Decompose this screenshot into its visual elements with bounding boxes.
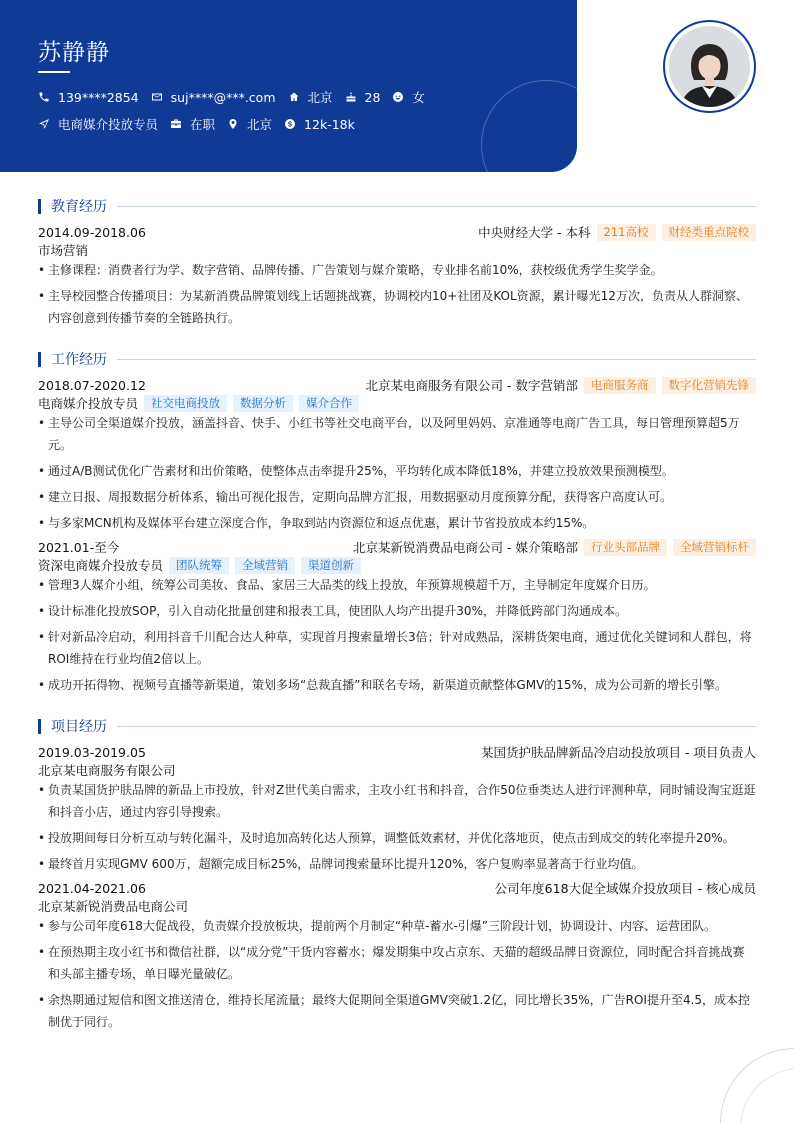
- section-divider: [117, 359, 756, 360]
- status-item: [170, 115, 215, 133]
- section-heading: 教育经历: [51, 199, 107, 215]
- project-title: 某国货护肤品牌新品冷启动投放项目 - 项目负责人: [481, 745, 756, 760]
- mail-icon: [151, 91, 163, 103]
- phone-icon: [38, 91, 50, 103]
- project-period: 2019.03-2019.05: [38, 744, 146, 760]
- work-company: 北京某电商服务有限公司 - 数字营销部: [365, 378, 578, 393]
- section-marker: [38, 719, 41, 734]
- work-period: 2021.01-至今: [38, 540, 120, 555]
- project-bullets: [38, 779, 756, 879]
- list-item: • 最终首月实现GMV 600万，超额完成目标25%，品牌词搜索量环比提升120%，客户复购率显著高于行业均值。: [38, 853, 756, 875]
- avatar-frame: [663, 20, 756, 113]
- age-item: [345, 90, 381, 105]
- section-marker: [38, 199, 41, 214]
- education-school: 中央财经大学 - 本科: [478, 225, 591, 240]
- phone-item: [38, 90, 139, 105]
- gender-item: [392, 88, 425, 106]
- list-item: • 建立日报、周报数据分析体系，输出可视化报告，定期向品牌方汇报，用数据驱动月度预算分配，获得客户高度认可。: [38, 486, 756, 508]
- status-text: 在职: [190, 117, 216, 132]
- education-school-group: [478, 223, 756, 241]
- education-bullets: [38, 259, 756, 333]
- project-period: 2021.04-2021.06: [38, 880, 146, 896]
- list-item: • 在预热期主攻小红书和微信社群，以“成分党”干货内容蓄水；爆发期集中攻占京东、天猫的超级品牌日资源位，同时配合抖音挑战赛和头部主播专场，单日曝光量破亿。: [38, 941, 756, 985]
- work-entry-head: [38, 538, 756, 556]
- salary-item: [284, 117, 355, 132]
- contact-row: [38, 88, 437, 106]
- list-item: • 主导校园整合传播项目：为某新消费品牌策划线上话题挑战赛，协调校内10+社团及KOL资源，累计曝光12万次，负责从人群洞察、内容创意到传播节奏的全链路执行。: [38, 285, 756, 329]
- work-role: 资深电商媒介投放专员: [38, 558, 164, 573]
- project-title: 公司年度618大促全域媒介投放项目 - 核心成员: [494, 881, 756, 896]
- project-entry-head: [38, 879, 756, 897]
- job-intent-row: [38, 115, 367, 133]
- work-company-group: [366, 376, 756, 394]
- job-title-text: 电商媒介投放专员: [58, 117, 159, 132]
- list-item: • 成功开拓得物、视频号直播等新渠道，策划多场“总裁直播”和联名专场，新渠道贡献整体GMV的15%，成为公司新的增长引擎。: [38, 674, 756, 696]
- role-tag: 全域营销: [235, 557, 295, 574]
- location-text: 北京: [307, 90, 333, 105]
- avatar-portrait-icon: [669, 26, 750, 107]
- role-tag: 渠道创新: [301, 557, 361, 574]
- company-tag: 数字化营销先锋: [662, 377, 757, 394]
- company-tag: 行业头部品牌: [584, 539, 667, 556]
- candidate-name: 苏静静: [38, 40, 110, 66]
- header-decor-circle: [481, 80, 577, 172]
- home-icon: [288, 91, 300, 103]
- list-item: • 投放期间每日分析互动与转化漏斗，及时追加高转化达人预算，调整低效素材，并优化落地页，使点击到成交的转化率提升20%。: [38, 827, 756, 849]
- section-divider: [117, 726, 756, 727]
- email-text: suj****@***.com: [170, 89, 276, 105]
- education-entry-head: [38, 223, 756, 241]
- section-heading: 工作经历: [51, 352, 107, 368]
- smile-icon: [392, 91, 404, 103]
- work-bullets: [38, 574, 756, 700]
- salary-text: 12k-18k: [304, 116, 355, 132]
- work-role-row: [38, 394, 359, 412]
- projects-section-title: [38, 716, 756, 736]
- job-title-item: [38, 115, 158, 133]
- education-section-title: [38, 196, 756, 216]
- header-banner: [0, 0, 577, 172]
- education-period: 2014.09-2018.06: [38, 224, 146, 240]
- map-pin-icon: [227, 118, 239, 130]
- work-role-row: [38, 556, 361, 574]
- role-tag: 数据分析: [233, 395, 293, 412]
- company-tag: 电商服务商: [584, 377, 656, 394]
- role-tag: 社交电商投放: [144, 395, 227, 412]
- work-bullets: [38, 412, 756, 538]
- name-underline: [38, 71, 70, 73]
- target-city-item: [227, 115, 272, 133]
- list-item: • 参与公司年度618大促战役，负责媒介投放板块，提前两个月制定“种草-蓄水-引爆”三阶段计划，协调设计、内容、运营团队。: [38, 915, 756, 937]
- project-company: 北京某电商服务有限公司: [38, 763, 176, 778]
- list-item: • 主导公司全渠道媒介投放，涵盖抖音、快手、小红书等社交电商平台，以及阿里妈妈、京准通等电商广告工具，每日管理预算超5万元。: [38, 412, 756, 456]
- work-company: 北京某新锐消费品电商公司 - 媒介策略部: [353, 540, 578, 555]
- cake-icon: [345, 91, 357, 103]
- gender-text: 女: [412, 90, 425, 105]
- project-entry-head: [38, 743, 756, 761]
- list-item: • 与多家MCN机构及媒体平台建立深度合作，争取到站内资源位和返点优惠，累计节省投放成本约15%。: [38, 512, 756, 534]
- school-tag: 211高校: [597, 224, 656, 241]
- project-bullets: [38, 915, 756, 1037]
- school-tag: 财经类重点院校: [662, 224, 757, 241]
- target-city-text: 北京: [247, 117, 273, 132]
- list-item: • 设计标准化投放SOP，引入自动化批量创建和报表工具，使团队人均产出提升30%，并降低跨部门沟通成本。: [38, 600, 756, 622]
- location-item: [288, 88, 333, 106]
- project-company: 北京某新锐消费品电商公司: [38, 899, 189, 914]
- list-item: • 通过A/B测试优化广告素材和出价策略，使整体点击率提升25%，平均转化成本降低18%，并建立投放效果预测模型。: [38, 460, 756, 482]
- section-heading: 项目经历: [51, 719, 107, 735]
- avatar: [669, 26, 750, 107]
- work-company-group: [353, 538, 756, 556]
- education-major: 市场营销: [38, 243, 89, 258]
- send-icon: [38, 118, 50, 130]
- role-tag: 媒介合作: [299, 395, 359, 412]
- briefcase-icon: [170, 118, 182, 130]
- list-item: • 针对新品冷启动，利用抖音千川配合达人种草，实现首月搜索量增长3倍；针对成熟品，深耕货架电商，通过优化关键词和人群包，将ROI维持在行业均值2倍以上。: [38, 626, 756, 670]
- list-item: • 主修课程：消费者行为学、数字营销、品牌传播、广告策划与媒介策略，专业排名前10%，获校级优秀学生奖学金。: [38, 259, 756, 281]
- money-icon: [284, 118, 296, 130]
- work-role: 电商媒介投放专员: [38, 396, 139, 411]
- list-item: • 余热期通过短信和图文推送清仓，维持长尾流量；最终大促期间全渠道GMV突破1.2亿，同比增长35%，广告ROI提升至4.5，成本控制优于同行。: [38, 989, 756, 1033]
- email-item: [151, 90, 276, 105]
- role-tag: 团队统筹: [169, 557, 229, 574]
- company-tag: 全域营销标杆: [673, 539, 756, 556]
- age-text: 28: [364, 89, 381, 105]
- phone-text: 139****2854: [58, 89, 139, 105]
- list-item: • 管理3人媒介小组，统筹公司美妆、食品、家居三大品类的线上投放，年预算规模超千万，主导制定年度媒介日历。: [38, 574, 756, 596]
- work-period: 2018.07-2020.12: [38, 377, 146, 393]
- work-section-title: [38, 349, 756, 369]
- list-item: • 负责某国货护肤品牌的新品上市投放，针对Z世代美白需求，主攻小红书和抖音，合作50位垂类达人进行评测种草，同时铺设淘宝逛逛和抖音小店，通过内容引导搜索。: [38, 779, 756, 823]
- section-marker: [38, 352, 41, 367]
- work-entry-head: [38, 376, 756, 394]
- section-divider: [117, 206, 756, 207]
